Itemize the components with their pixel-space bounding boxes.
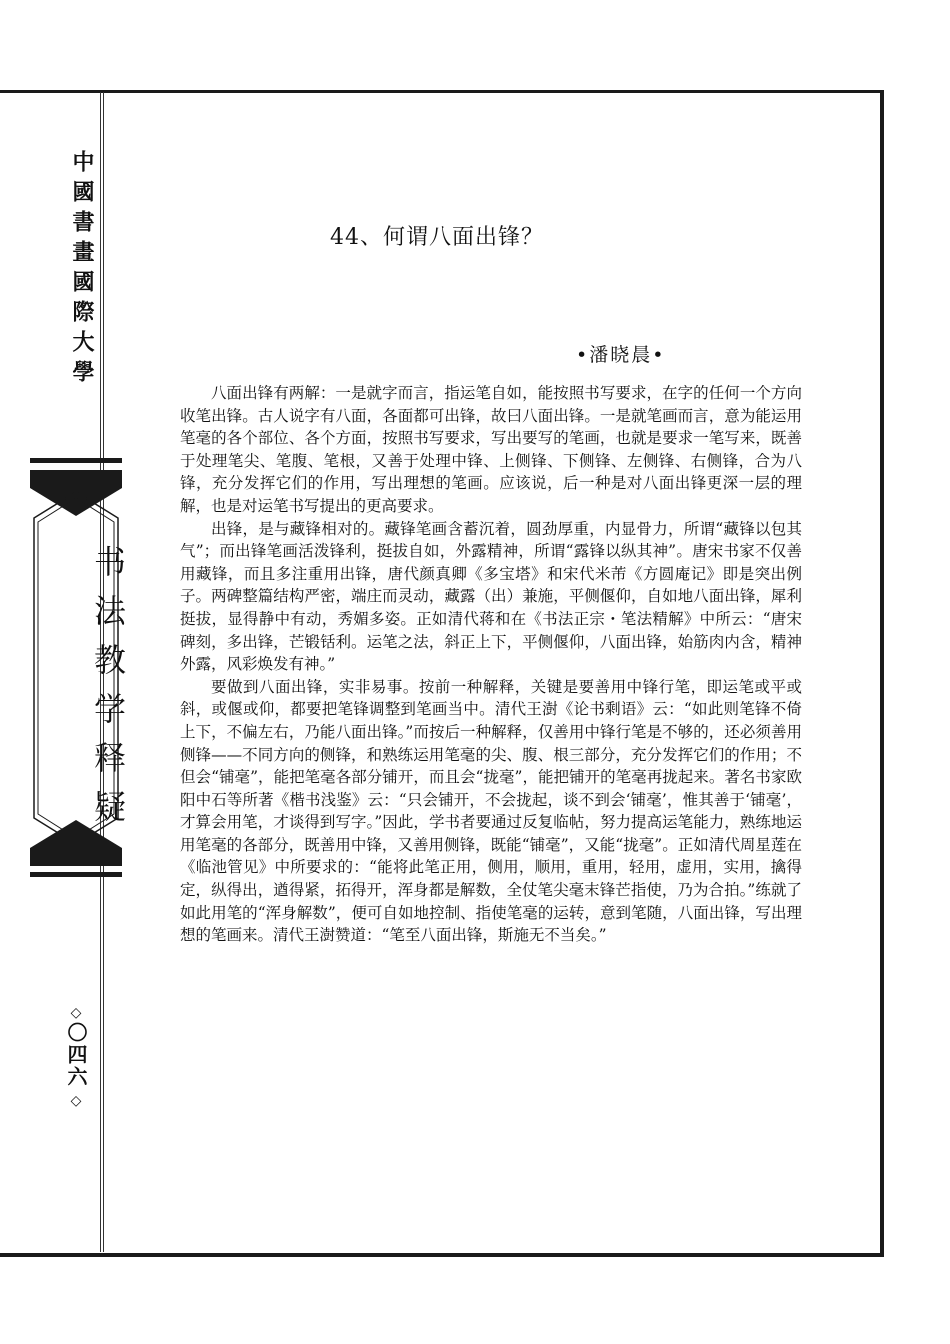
body-paragraph: 要做到八面出锋，实非易事。按前一种解释，关键是要善用中锋行笔，即运笔或平或斜，或偃或仰，都要把笔锋调整到笔画当中。清代王澍《论书剩语》云：“如此则笔锋不倚上下，不偏左右，乃能八面出锋。”而按后一种解释，仅善用中锋行笔是不够的，还必须善用侧锋——不同方向的侧锋，和熟练运用笔毫的尖、腹、根三部分，充分发挥它们的作用；不但会“铺毫”，能把笔毫各部分铺开，而且会“拢毫”，能把铺开的笔毫再拢起来。著名书家欧阳中石等所著《楷书浅鉴》云：“只会铺开，不会拢起，谈不到会‘铺毫’，惟其善于‘铺毫’，才算会用笔，才谈得到写字。”因此，学书者要通过反复临帖，努力提高运笔能力，熟练地运用笔毫的各部分，既善用中锋，又善用侧锋，既能“铺毫”，又能“拢毫”。正如清代周星莲在《临池管见》中所要求的：“能将此笔正用，侧用，顺用，重用，轻用，虚用，实用，擒得定，纵得出，遒得紧，拓得开，浑身都是解数，全仗笔尖毫末锋芒指使，乃为合拍。”练就了如此用笔的“浑身解数”，便可自如地控制、指使笔毫的运转，意到笔随，八面出锋，写出理想的笔画来。清代王澍赞道：“笔至八面出锋，斯施无不当矣。” bbox=[180, 677, 802, 945]
page-number: 〇四六 bbox=[64, 1022, 88, 1088]
article-body bbox=[180, 382, 802, 947]
series-title: 中國書畫國際大學 bbox=[69, 150, 94, 390]
diamond-ornament-top: ◇ bbox=[70, 1005, 82, 1021]
book-title: 书法教学释疑 bbox=[89, 545, 127, 839]
body-paragraph: 出锋，是与藏锋相对的。藏锋笔画含蓄沉着，圆劲厚重，内显骨力，所谓“藏锋以包其气”；而出锋笔画活泼锋利，挺拔自如，外露精神，所谓“露锋以纵其神”。唐宋书家不仅善用藏锋，而且多注重用出锋，唐代颜真卿《多宝塔》和宋代米芾《方圆庵记》即是突出例子。两碑整篇结构严密，端庄而灵动，藏露（出）兼施，平侧偃仰，自如地八面出锋，犀利挺拔，显得静中有动，秀媚多姿。正如清代蒋和在《书法正宗・笔法精解》中所云：“唐宋碑刻，多出锋，芒锻铦利。运笔之法，斜正上下，平侧偃仰，八面出锋，始筋肉内含，精神外露，风彩焕发有神。” bbox=[180, 519, 802, 674]
body-paragraph: 八面出锋有两解：一是就字而言，指运笔自如，能按照书写要求，在字的任何一个方向收笔出锋。古人说字有八面，各面都可出锋，故曰八面出锋。一是就笔画而言，意为能运用笔毫的各个部位、各个方面，按照书写要求，写出要写的笔画，也就是要求一笔写来，既善于处理笔尖、笔腹、笔根，又善于处理中锋、上侧锋、下侧锋、左侧锋、右侧锋，合为八锋，充分发挥它们的作用，写出理想的笔画。应该说，后一种是对八面出锋更深一层的理解，也是对运笔书写提出的更高要求。 bbox=[180, 384, 802, 515]
diamond-ornament-bottom: ◇ bbox=[70, 1093, 82, 1109]
article-author: •潘晓晨• bbox=[576, 344, 666, 366]
article-title: 44、何谓八面出锋？ bbox=[330, 225, 544, 250]
page-number-block bbox=[58, 1004, 94, 1110]
